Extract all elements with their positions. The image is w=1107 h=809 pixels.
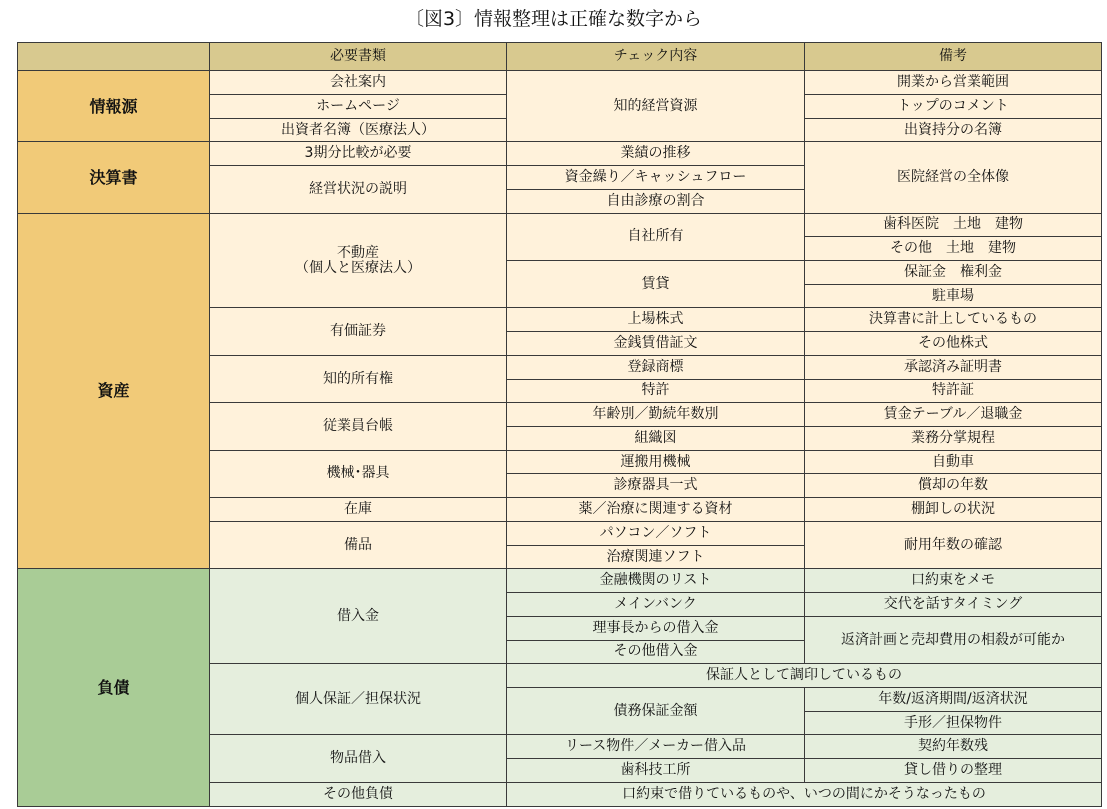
check-cell-wide: 保証人として調印しているもの [507,664,1102,688]
doc-cell: 経営状況の説明 [210,166,507,213]
info-table [17,42,1102,807]
note-cell: 耐用年数の確認 [805,521,1102,568]
check-cell-wide: 口約束で借りているものや、いつの間にかそうなったもの [507,782,1102,806]
check-cell: その他借入金 [507,640,805,664]
doc-realestate-line1: 不動産 [337,244,379,261]
check-cell: 業績の推移 [507,142,805,166]
doc-cell: 個人保証／担保状況 [210,664,507,735]
note-cell: 棚卸しの状況 [805,498,1102,522]
note-cell: 手形／担保物件 [805,711,1102,735]
note-cell: 開業から営業範囲 [805,71,1102,95]
note-cell: 口約束をメモ [805,569,1102,593]
note-cell: 駐車場 [805,284,1102,308]
doc-cell-realestate [210,213,507,308]
check-cell: 特許 [507,379,805,403]
note-cell: 償却の年数 [805,474,1102,498]
doc-cell: 有価証券 [210,308,507,355]
category-info: 情報源 [18,71,210,142]
note-cell: 返済計画と売却費用の相殺が可能か [805,616,1102,663]
note-cell: 医院経営の全体像 [805,142,1102,213]
check-cell: 資金繰り／キャッシュフロー [507,166,805,190]
category-assets: 資産 [18,213,210,569]
note-cell: 承認済み証明書 [805,355,1102,379]
doc-cell: 出資者名簿（医療法人） [210,118,507,142]
check-cell: 運搬用機械 [507,450,805,474]
doc-cell: 機械･器具 [210,450,507,497]
header-notes: 備考 [805,43,1102,71]
check-cell: 診療器具一式 [507,474,805,498]
note-cell: その他 土地 建物 [805,237,1102,261]
doc-cell: 会社案内 [210,71,507,95]
header-corner [18,43,210,71]
doc-cell: その他負債 [210,782,507,806]
check-cell: 賃貸 [507,261,805,308]
check-cell: 上場株式 [507,308,805,332]
check-cell: 登録商標 [507,355,805,379]
figure-title: 〔図3〕情報整理は正確な数字から [404,8,703,30]
check-cell: 自社所有 [507,213,805,260]
doc-cell: 3期分比較が必要 [210,142,507,166]
note-cell: 出資持分の名簿 [805,118,1102,142]
category-liabilities: 負債 [18,569,210,807]
note-cell: その他株式 [805,332,1102,356]
check-cell: 組織図 [507,427,805,451]
note-cell: 年数/返済期間/返済状況 [805,687,1102,711]
table-row [18,213,1102,237]
note-cell: トップのコメント [805,94,1102,118]
note-cell: 特許証 [805,379,1102,403]
check-cell: メインバンク [507,593,805,617]
doc-cell: 知的所有権 [210,355,507,402]
doc-cell: ホームページ [210,94,507,118]
note-cell: 決算書に計上しているもの [805,308,1102,332]
table-row [18,142,1102,166]
check-cell: 治療関連ソフト [507,545,805,569]
check-cell: 薬／治療に関連する資材 [507,498,805,522]
check-cell: 理事長からの借入金 [507,616,805,640]
doc-realestate-line2: （個人と医療法人） [295,259,421,276]
table-row [18,71,1102,95]
check-cell: 債務保証金額 [507,687,805,734]
note-cell: 貸し借りの整理 [805,759,1102,783]
note-cell: 交代を話すタイミング [805,593,1102,617]
check-cell: 年齢別／勤続年数別 [507,403,805,427]
check-cell: 金融機関のリスト [507,569,805,593]
check-cell: 金銭賃借証文 [507,332,805,356]
note-cell: 業務分掌規程 [805,427,1102,451]
note-cell: 保証金 権利金 [805,261,1102,285]
check-cell: リース物件／メーカー借入品 [507,735,805,759]
check-cell: 自由診療の割合 [507,189,805,213]
doc-cell: 物品借入 [210,735,507,782]
header-docs: 必要書類 [210,43,507,71]
table-row [18,569,1102,593]
note-cell: 歯科医院 土地 建物 [805,213,1102,237]
header-row [18,43,1102,71]
note-cell: 賃金テーブル／退職金 [805,403,1102,427]
check-cell: 歯科技工所 [507,759,805,783]
doc-cell: 借入金 [210,569,507,664]
doc-cell: 従業員台帳 [210,403,507,450]
doc-cell: 在庫 [210,498,507,522]
header-check: チェック内容 [507,43,805,71]
doc-cell: 備品 [210,521,507,568]
check-cell: 知的経営資源 [507,71,805,142]
note-cell: 自動車 [805,450,1102,474]
check-cell: パソコン／ソフト [507,521,805,545]
note-cell: 契約年数残 [805,735,1102,759]
category-settlement: 決算書 [18,142,210,213]
